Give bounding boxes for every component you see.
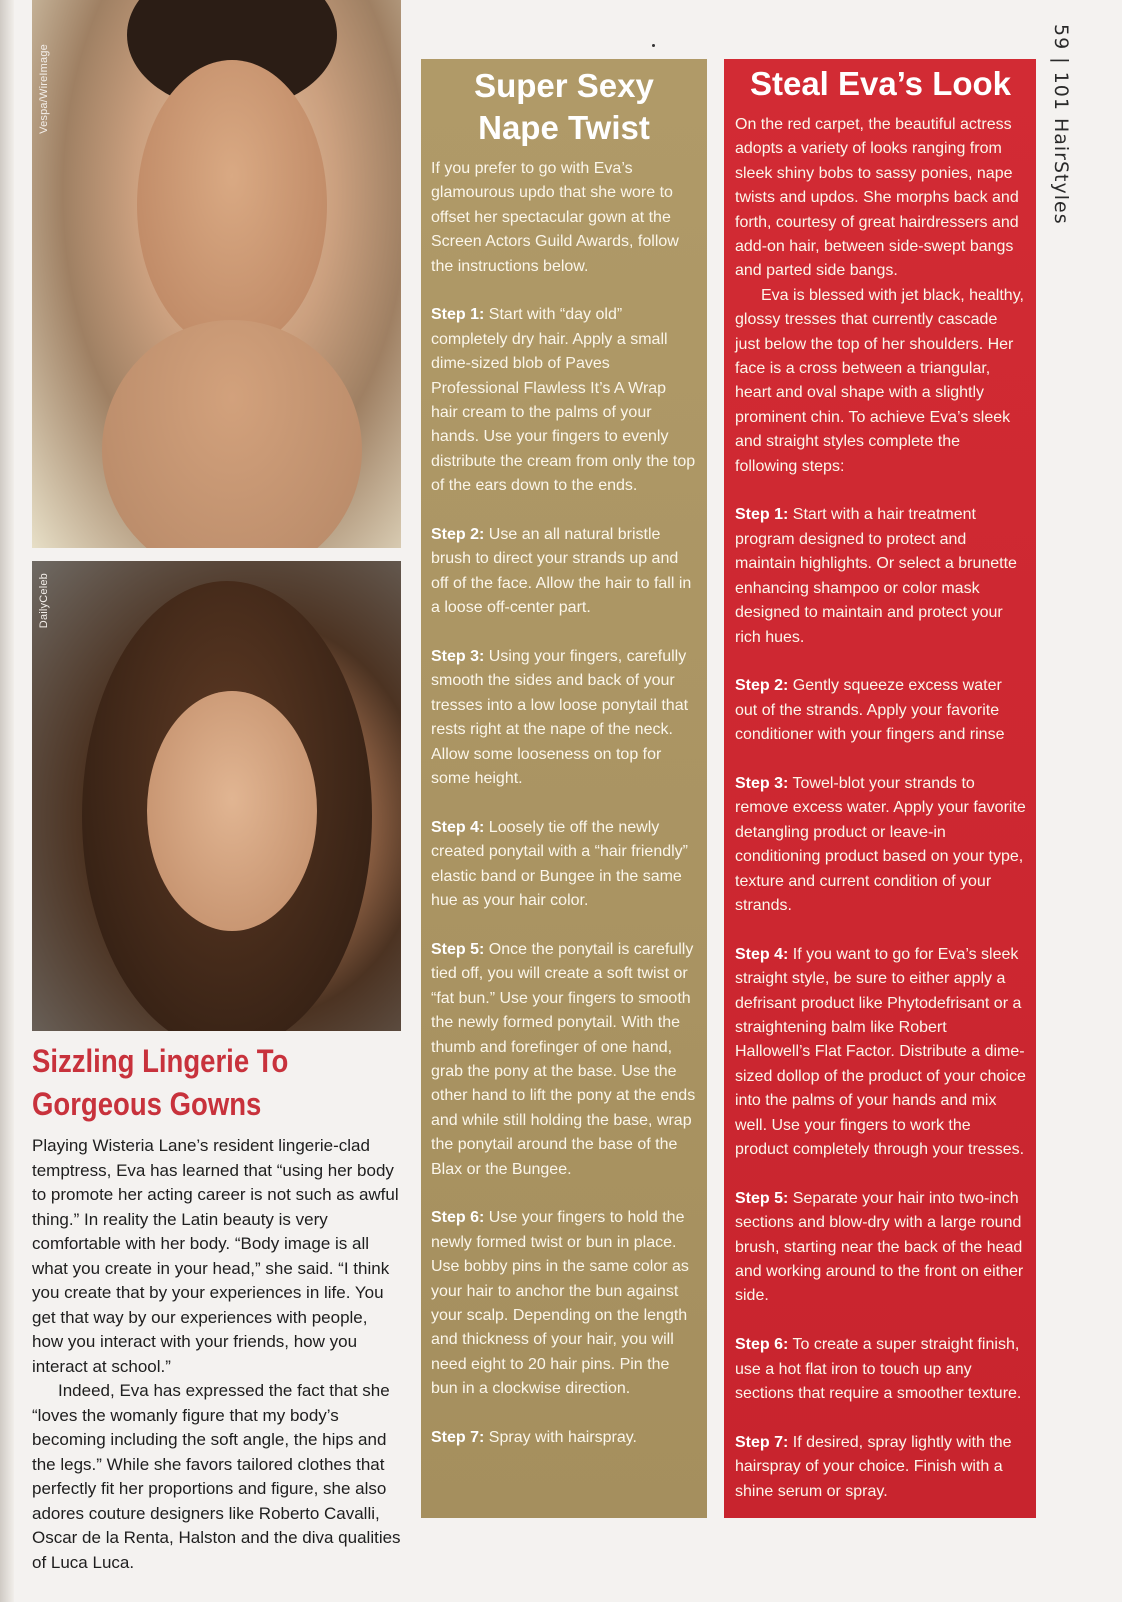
speck — [652, 44, 655, 47]
column-intro: If you prefer to go with Eva’s glamourous updo that she wore to offset her spectacular gown at the Screen Actors Guild Awards, follow the instructions below. — [431, 160, 679, 275]
step-item — [735, 772, 1026, 918]
step-label: Step 1: — [431, 306, 485, 324]
column-title-line: Nape Twist — [478, 109, 650, 146]
column-title: Steal Eva’s Look — [749, 65, 1012, 102]
step-item — [735, 674, 1026, 747]
step-text: Use your fingers to hold the newly formed twist or bun in place. Use bobby pins in the same color as your hair to anchor the bun against your scalp. Depending on the length and thickness of your hair, you will need eight to 20 hair pins. Pin the bun in a clockwise direction. — [431, 1209, 689, 1398]
step-label: Step 1: — [735, 506, 789, 524]
column-title-line: Super Sexy — [474, 67, 654, 104]
step-label: Step 3: — [431, 648, 485, 666]
column-intro: On the red carpet, the beautiful actress adopts a variety of looks ranging from sleek shiny bobs to sassy ponies, nape twists and updos. She morphs back and forth, courtesy of great hairdressers and add-on hair, between side-swept bangs and parted side bangs. — [735, 116, 1019, 280]
page-number-label: 59 | 101 HairStyles — [1050, 24, 1072, 225]
left-article — [32, 1040, 402, 1575]
step-label: Step 7: — [431, 1429, 485, 1447]
step-text: Using your fingers, carefully smooth the sides and back of your tresses into a low loose ponytail that rests right at the nape of the neck. Allow some looseness on top for some height. — [431, 648, 689, 788]
step-label: Step 4: — [735, 945, 789, 963]
article-paragraph: Indeed, Eva has expressed the fact that she “loves the womanly figure that my body’s becoming including the soft angle, the hips and the legs.” While she favors tailored clothes that perfectly fit her proportions and figure, she also adores couture designers like Roberto Cavalli, Oscar de la Renta, Halston and the diva qualities of Luca Luca. — [32, 1381, 401, 1572]
top-photo — [32, 0, 401, 548]
column-title — [431, 65, 697, 149]
step-item — [735, 1333, 1026, 1406]
step-text: Gently squeeze excess water out of the strands. Apply your favorite conditioner with your fingers and rinse — [735, 677, 1005, 744]
step-text: Start with “day old” completely dry hair. Apply a small dime-sized blob of Paves Professional Flawless It’s A Wrap hair cream to the palms of your hands. Use your fingers to evenly distribute the cream from only the top of the ears down to the ends. — [431, 306, 696, 495]
step-label: Step 5: — [735, 1189, 789, 1207]
step-text: If you want to go for Eva’s sleek straight style, be sure to either apply a defrisant product like Phytodefrisant or a straightening balm like Robert Hallowell’s Flat Factor. Distribute a dime-sized dollop of the product of your choice into the palms of your hands and mix well. Use your fingers to work the product completely through your tresses. — [735, 945, 1026, 1158]
article-title-line: Gorgeous Gowns — [32, 1086, 262, 1122]
step-text: Once the ponytail is carefully tied off, you will create a soft twist or “fat bun.” Use your fingers to smooth the newly formed ponytail. With the thumb and forefinger of one hand, grab the pony at the base. Use the other hand to lift the pony at the ends and while still holding the base, wrap the ponytail around the base of the Blax or the Bungee. — [431, 940, 696, 1178]
step-label: Step 7: — [735, 1433, 789, 1451]
photo-credit: Vespa/WireImage — [38, 44, 50, 134]
steal-evas-look-column — [724, 59, 1036, 1518]
step-label: Step 4: — [431, 818, 485, 836]
step-label: Step 2: — [735, 677, 789, 695]
page-spine-shadow — [0, 0, 14, 1602]
article-paragraph: Playing Wisteria Lane’s resident lingerie-clad temptress, Eva has learned that “using her body to promote her acting career is not such as awful thing.” In reality the Latin beauty is very comfortable with her body. “Body image is all what you create in your head,” she said. “I think you create that by your experiences in life. You get that way by our experiences with people, how you interact with your friends, how you interact at school.” — [32, 1136, 399, 1376]
step-label: Step 5: — [431, 940, 485, 958]
step-label: Step 2: — [431, 526, 485, 544]
step-item — [431, 303, 697, 498]
photo-neck — [102, 320, 362, 548]
step-text: Start with a hair treatment program designed to protect and maintain highlights. Or select a brunette enhancing shampoo or color mask designed to maintain and protect your rich hues. — [735, 506, 1017, 646]
step-item — [735, 1431, 1026, 1504]
step-text: Towel-blot your strands to remove excess water. Apply your favorite detangling product or leave-in conditioning product based on your type, texture and current condition of your strands. — [735, 774, 1026, 914]
step-item — [431, 816, 697, 914]
step-label: Step 6: — [735, 1336, 789, 1354]
step-item — [431, 523, 697, 621]
step-item — [735, 943, 1026, 1163]
step-item — [735, 503, 1026, 649]
page-label — [1032, 24, 1082, 284]
step-label: Step 3: — [735, 774, 789, 792]
article-title-line: Sizzling Lingerie To — [32, 1043, 289, 1079]
nape-twist-column — [421, 59, 707, 1518]
step-item — [735, 1187, 1026, 1309]
step-label: Step 6: — [431, 1209, 485, 1227]
column-intro: Eva is blessed with jet black, healthy, glossy tresses that currently cascade just below the top of her shoulders. Her face is a cross between a triangular, heart and oval shape with a slightly prominent chin. To achieve Eva’s sleek and straight styles complete the following steps: — [735, 286, 1024, 475]
step-text: Separate your hair into two-inch sections and blow-dry with a large round brush, starting near the back of the head and working around to the front on either side. — [735, 1189, 1024, 1305]
bottom-photo — [32, 561, 401, 1031]
step-text: Spray with hairspray. — [488, 1429, 637, 1447]
step-item — [431, 1206, 697, 1401]
photo-credit: DailyCeleb — [38, 573, 50, 629]
step-text: Use an all natural bristle brush to direct your strands up and off of the face. Allow the hair to fall in a loose off-center part. — [431, 526, 692, 617]
step-text: To create a super straight finish, use a hot flat iron to touch up any sections that require a smoother texture. — [735, 1336, 1022, 1403]
step-item — [431, 1426, 697, 1450]
article-title — [32, 1040, 402, 1126]
step-text: If desired, spray lightly with the hairspray of your choice. Finish with a shine serum or spray. — [735, 1433, 1012, 1500]
step-item — [431, 645, 697, 791]
step-text: Loosely tie off the newly created ponytail with a “hair friendly” elastic band or Bungee in the same hue as your hair color. — [431, 818, 689, 910]
photo-face — [137, 60, 327, 350]
step-item — [431, 938, 697, 1182]
photo-face — [147, 691, 317, 931]
